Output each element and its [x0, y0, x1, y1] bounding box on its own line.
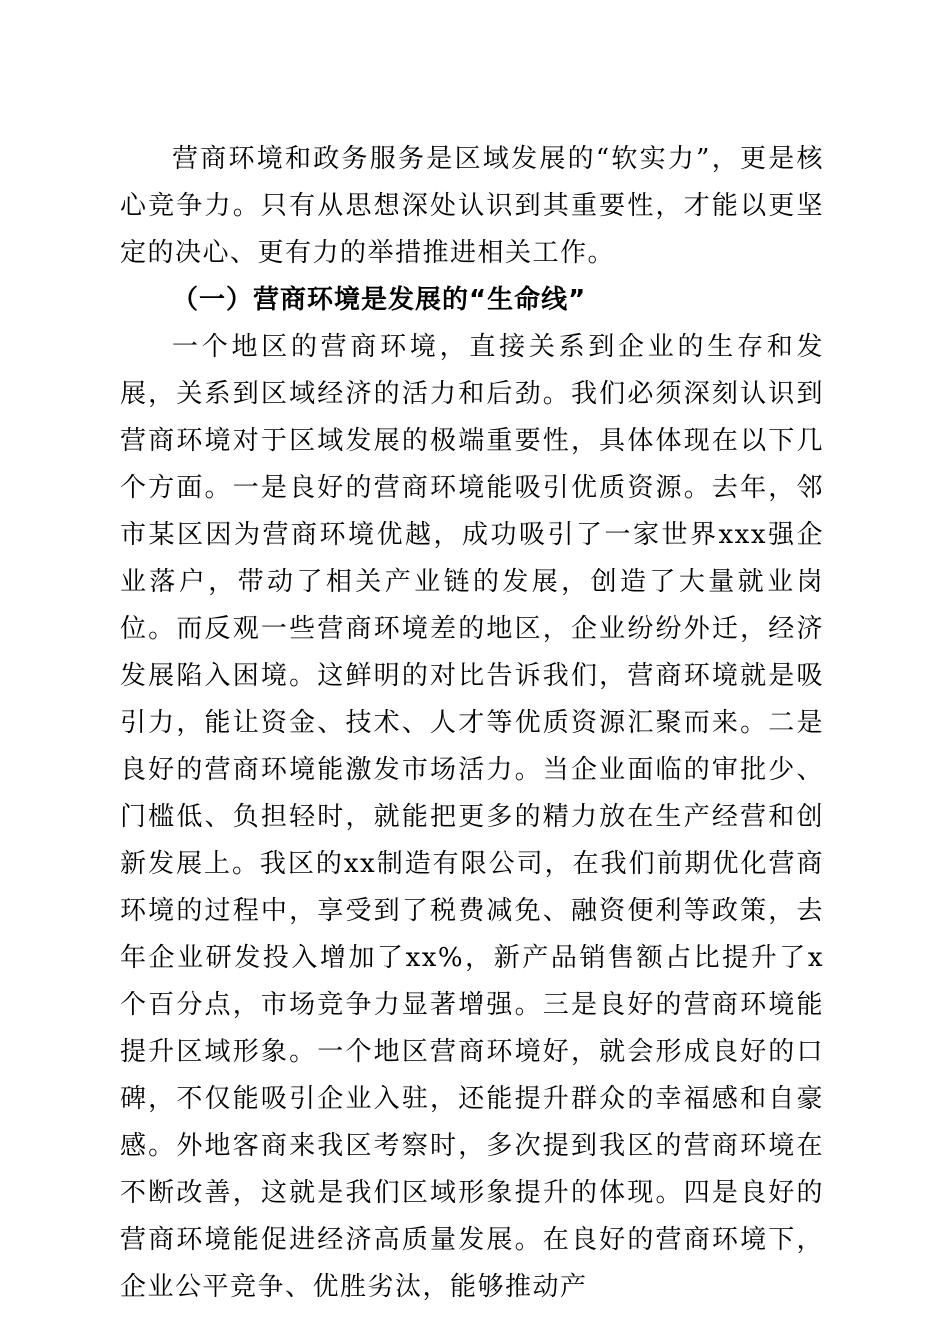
body-paragraph: 一个地区的营商环境，直接关系到企业的生存和发展，关系到区域经济的活力和后劲。我们必须深刻认识到营商环境对于区域发展的极端重要性，具体体现在以下几个方面。一是良好的营商环境能吸引优质资源。去年，邻市某区因为营商环境优越，成功吸引了一家世界xxx强企业落户，带动了相关产业链的发展，创造了大量就业岗位。而反观一些营商环境差的地区，企业纷纷外迁，经济发展陷入困境。这鲜明的对比告诉我们，营商环境就是吸引力，能让资金、技术、人才等优质资源汇聚而来。二是良好的营商环境能激发市场活力。当企业面临的审批少、门槛低、负担轻时，就能把更多的精力放在生产经营和创新发展上。我区的xx制造有限公司，在我们前期优化营商环境的过程中，享受到了税费减免、融资便利等政策，去年企业研发投入增加了xx%，新产品销售额占比提升了x个百分点，市场竞争力显著增强。三是良好的营商环境能提升区域形象。一个地区营商环境好，就会形成良好的口碑，不仅能吸引企业入驻，还能提升群众的幸福感和自豪感。外地客商来我区考察时，多次提到我区的营商环境在不断改善，这就是我们区域形象提升的体现。四是良好的营商环境能促进经济高质量发展。在良好的营商环境下，企业公平竞争、优胜劣汰，能够推动产 [120, 332, 824, 1302]
section-heading: （一）营商环境是发展的“生命线” [172, 285, 587, 315]
document-body [120, 136, 824, 1311]
intro-paragraph: 营商环境和政务服务是区域发展的“软实力”，更是核心竞争力。只有从思想深处认识到其重要性，才能以更坚定的决心、更有力的举措推进相关工作。 [120, 144, 824, 268]
